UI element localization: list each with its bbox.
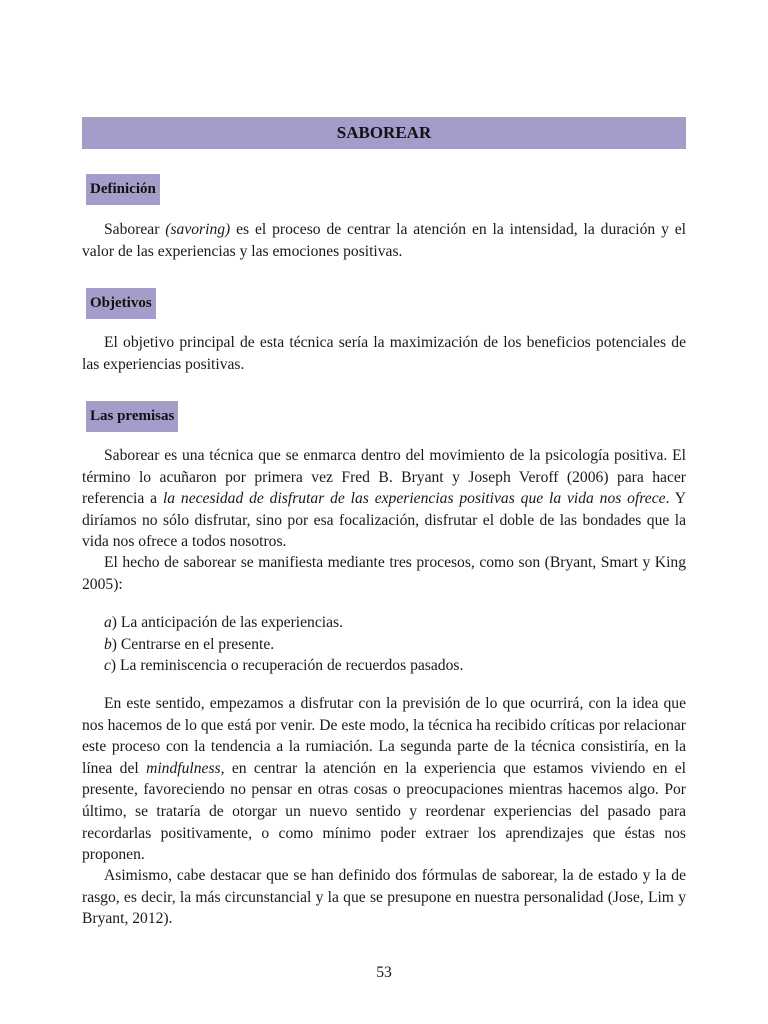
list-letter: a: [104, 614, 112, 631]
premisas-paragraph-4: Asimismo, cabe destacar que se han definido dos fórmulas de saborear, la de estado y la de rasgo, es decir, la más circunstancial y la que se presupone en nuestra personalidad (Jose, Lim y Bryant, 2012).: [82, 867, 686, 928]
definicion-paragraph: [82, 219, 686, 262]
italic-term: mindfulness: [146, 759, 221, 777]
list-letter: c: [104, 657, 111, 675]
list-text: ) Centrarse en el presente.: [111, 635, 275, 653]
section-label-definicion: Definición: [86, 174, 160, 205]
list-item: [104, 634, 684, 656]
page-number: 53: [376, 964, 392, 981]
list-text: ) La anticipación de las experiencias.: [111, 614, 343, 631]
premisas-paragraph-3: [82, 693, 686, 866]
text-run: . Y diríamos no sólo disfrutar, sino por esa focalización, disfrutar el doble de las bondades que la vida nos ofrece a todos nosotros.: [82, 490, 686, 551]
list-item: [104, 612, 684, 634]
text-run: Saborear: [104, 221, 166, 238]
section-label-premisas: Las premisas: [86, 401, 178, 432]
text-run: En este sentido, empezamos a disfrutar con la previsión de lo que ocurrirá, con la idea que nos hacemos de lo que está por venir. De este modo, la técnica ha recibido críticas por relacionar este proceso con la tendencia a la rumiación. La segunda parte de la técnica consistiría, en la línea del: [82, 695, 686, 777]
premisas-paragraph-1: [82, 445, 686, 553]
objetivos-paragraph: El objetivo principal de esta técnica sería la maximización de los beneficios potenciales de las experiencias positivas.: [82, 334, 686, 373]
text-run: , en centrar la atención en la experiencia que estamos viviendo en el presente, favoreciendo no pensar en otras cosas o preocupaciones mientras hacemos algo. Por último, se trataría de otorgar un nuevo sentido y reordenar experiencias del pasado para recordarlas positivamente, o como mínimo poder extraer los aprendizajes que éstas nos proponen.: [82, 759, 686, 864]
page-title: SABOREAR: [82, 117, 686, 149]
section-label-objetivos: Objetivos: [86, 288, 156, 319]
list-letter: b: [104, 635, 112, 653]
text-run: es el proceso de centrar la atención en la intensidad, la duración y el valor de las experiencias y las emociones positivas.: [82, 221, 686, 260]
process-list: [104, 612, 684, 677]
italic-term: (savoring): [165, 221, 231, 238]
text-run: Saborear es una técnica que se enmarca dentro del movimiento de la psicología positiva. El término lo acuñaron por primera vez Fred B. Bryant y Joseph Veroff (2006) para hacer referencia a: [82, 447, 686, 508]
italic-phrase: la necesidad de disfrutar de las experiencias positivas que la vida nos ofrece: [162, 490, 666, 508]
list-item: [104, 655, 684, 677]
list-text: ) La reminiscencia o recuperación de recuerdos pasados.: [110, 657, 464, 675]
premisas-paragraph-2: El hecho de saborear se manifiesta mediante tres procesos, como son (Bryant, Smart y King 2005):: [82, 554, 686, 593]
